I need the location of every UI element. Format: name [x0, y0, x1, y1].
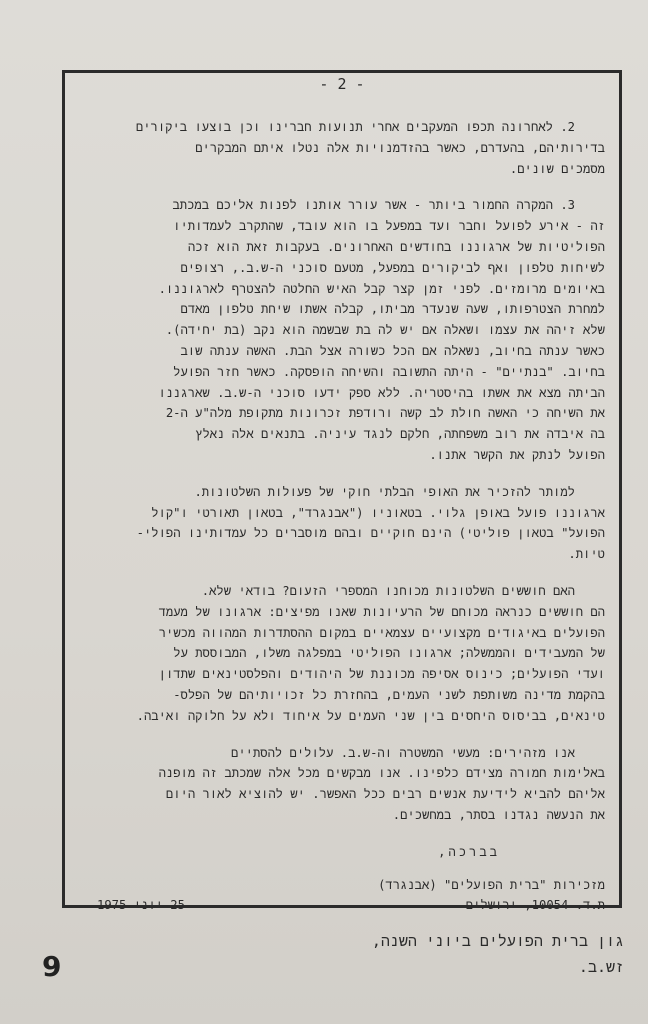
text-line: מסמכים שונים. — [509, 161, 605, 176]
signature-row — [79, 875, 605, 895]
text-line: את הנעשה נגדנו בסתר, במחשכים. — [392, 807, 605, 822]
paragraph-3 — [79, 195, 605, 465]
text-line: את השיחה כי האשה חולת לב קשה ורודפת זכרונות מתקופת מלה"ע ה-2 — [165, 406, 605, 421]
text-line: בהקמת מדינה משותפת לשני העמים, בהחזרת כל זכויותיהם של הפלס- — [173, 687, 605, 702]
signature-org: מזכירות "ברית הפועלים" (אבנגרד) — [378, 877, 605, 892]
paragraph-fears — [79, 581, 605, 727]
text-line: אנו מזהירים: מעשי המשטרה וה-ש.ב. עלולים להסתיים — [231, 745, 575, 760]
letter-body — [79, 117, 605, 912]
paragraph-legality — [79, 482, 605, 565]
signoff: בברכה, — [438, 844, 500, 859]
text-line: ארגוננו פועל באופן גלוי. בטאוניו ("אבנגרד", בטאון תאורטי ו"קול — [151, 505, 605, 520]
signature-row-2 — [79, 895, 605, 915]
signature-address: ת.ד. 10054, ירושלים — [465, 897, 605, 912]
text-line: הפועלים באיגודים מקצועיים עצמאיים במקום ההסתדרות המהווה מכשיר — [158, 625, 605, 640]
text-line: הפועל לנתק את הקשר אתנו. — [429, 447, 605, 462]
text-line: לשיחות טלפון ואף לביקורים במפעל, מטעם סוכני ה-ש.ב., רצופים — [180, 260, 605, 275]
paragraph-number: 2. — [560, 120, 575, 134]
text-line: האם חוששים השלטונות מכוחנו המספרי הזעום? בודאי שלא. — [201, 583, 575, 598]
text-line: באיומים מרומזים. לפני זמן קצר קבל האיש החלטה להצטרף לארגוננו. — [158, 281, 605, 296]
text-line: אליהם להביא לידיעת אנשים רבים ככל האפשר. יש להוציא לאור היום — [165, 787, 605, 802]
paragraph-2 — [79, 117, 605, 179]
page-number: - 2 - — [319, 75, 365, 93]
caption-line: זש.ב. — [578, 958, 624, 976]
text-line: בה איבדה את רוב משפחתה, חלקם לנגד עיניה. בתנאים אלה נאלץ — [195, 427, 605, 442]
text-line: הפועל" בטאון פוליטי) הינם חוקיים ובהם מוסברים כל עמדותינו הפולי- — [136, 526, 605, 541]
text-line: זה - אירע לפועל וחבר ועד במפעל בו הוא עובד, שהתקרב לעמדותיו — [173, 219, 605, 234]
paragraph-number: 3. — [560, 198, 575, 213]
text-line: בחיוב. "בנתיים" - היתה התשובה והשיחה הופסקה. כאשר חזר הפועל — [173, 364, 605, 379]
text-line: הפוליטיות של ארגוננו בחודשים האחרונים. בעקבות זאת הוא זכה — [187, 239, 605, 254]
text-line: שלא זיהה את עצמו ושאלה אם יש לה בת שבשמה הוא נקב (בת יחידה). — [165, 323, 605, 338]
text-line: למחרת הצטרפותו, שעה שנעדר מביתו, קבלה אשתו שיחת טלפון מאדם — [180, 302, 605, 317]
text-line: טיות. — [568, 547, 605, 562]
text-line: הם חוששים כנראה מכוחם של הרעיונות שאנו מפיצים: ארגונו של מעמד — [158, 604, 605, 619]
closing-block — [79, 842, 605, 915]
text-line: ועדי הפועלים; כינוס אסיפה מכוננת של היהודים והפלסטינאים שתדון — [158, 667, 605, 682]
paragraph-warning — [79, 743, 605, 826]
text-line: הביתה מצא את אשתו בהיסטריה. ללא ספק ידעו סוכני ה-ש.ב. שארגננו — [158, 385, 605, 400]
text-line: כאשר ענתה בחיוב, נשאלה אם הכל כשורה אצל הבת. האשה ענתה שוב — [180, 343, 605, 358]
caption-line: גון ברית הפועלים ביוני השנה, — [371, 932, 624, 950]
text-line: של המעבידים והממשלה; ארגונו הפוליטי במפלגה משלו, המבוססת על — [173, 646, 605, 661]
text-line: למותר להזכיר את האופי הבלתי חוקי של פעולות השלטונות. — [194, 484, 575, 499]
folio-number: 9 — [42, 950, 62, 983]
letter-date: 25 יוני 1975 — [97, 897, 185, 912]
text-line: בדירותיהם, בהעדרם, כאשר בהזדמנויות אלה נטלו איתם המבקרים — [195, 140, 605, 155]
text-line: 3.המקרה החמור ביותר - אשר עורר אותנו לפנות אליכם במכתב — [79, 195, 605, 216]
text-line: באלימות חמורה מצידם כלפינו. אנו מבקשים מכל אלה שמכתב זה מופנה — [158, 766, 605, 781]
text-line: 2.לאחרונה תכפו המעקבים אחרי תנועות חברינו וכן בוצעו ביקורים — [79, 117, 605, 138]
text-line: טינאים, בביסוס היחסים בין שני העמים על איחוד ולא על חלוקה ואיבה. — [136, 708, 605, 723]
letter-frame — [62, 70, 622, 912]
page-caption — [90, 928, 624, 980]
